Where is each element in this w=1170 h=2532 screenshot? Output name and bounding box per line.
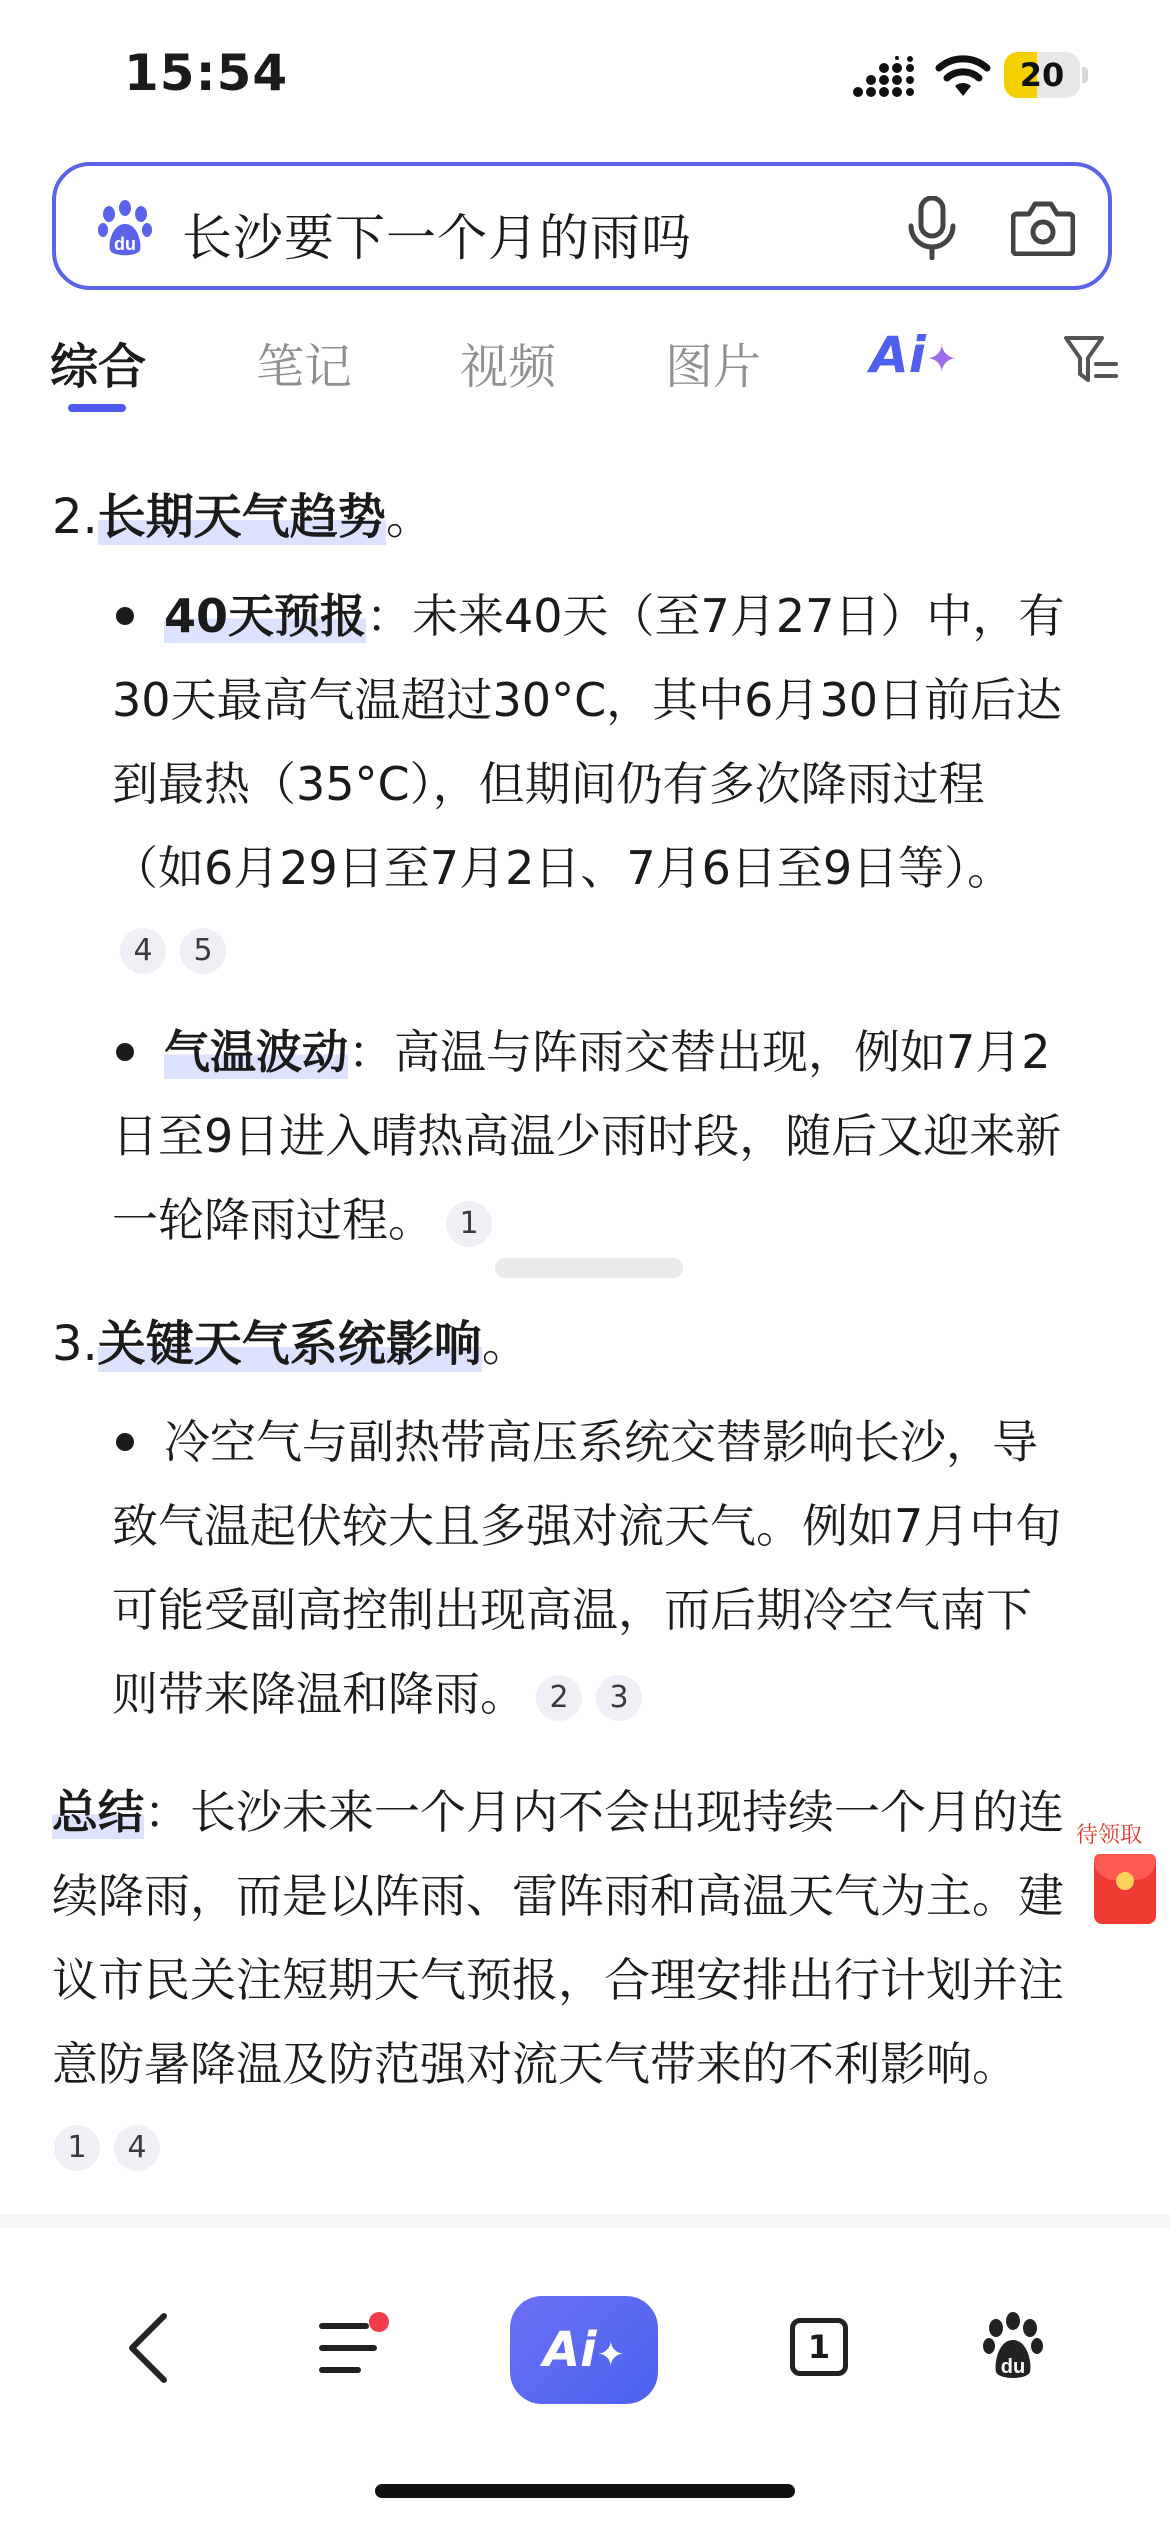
red-envelope-icon [1094, 1854, 1156, 1924]
weather-system-line-2: 致气温起伏较大且多强对流天气。例如7月中旬 [112, 1499, 1062, 1553]
temp-fluctuation-text-1: ：高温与阵雨交替出现，例如7月2 [348, 1025, 1051, 1079]
weather-system-line-4 [112, 1652, 1142, 1736]
temp-fluctuation-line-2: 日至9日进入晴热高温少雨时段，随后又迎来新 [112, 1109, 1062, 1163]
back-arrow-icon[interactable] [120, 2310, 176, 2386]
citation-group [54, 2102, 174, 2186]
tab-images[interactable]: 图片 [665, 339, 762, 395]
summary-line-1 [52, 1770, 1112, 1854]
battery-indicator [1004, 52, 1080, 98]
section-2-title: 长期天气趋势 [97, 489, 386, 545]
forecast-40day-line-4: （如6月29日至7月2日、7月6日至9日等）。 [112, 841, 1014, 895]
section-3-title: 关键天气系统影响 [97, 1316, 482, 1372]
red-packet-widget[interactable] [1076, 1818, 1170, 1928]
tab-count-button[interactable]: 1 [790, 2318, 848, 2376]
battery-cap [1082, 67, 1088, 83]
summary-text-1: ：长沙未来一个月内不会出现持续一个月的连 [144, 1785, 1064, 1839]
notification-dot [369, 2312, 389, 2332]
summary-line-4: 意防暑降温及防范强对流天气带来的不利影响。 [52, 2037, 1018, 2091]
camera-icon[interactable] [1011, 198, 1075, 256]
citation-badge[interactable]: 4 [120, 928, 166, 974]
wifi-icon [935, 54, 991, 98]
tab-videos[interactable]: 视频 [460, 339, 557, 395]
sparkle-icon: ✦ [925, 337, 958, 381]
weather-system-line-3: 可能受副高控制出现高温，而后期冷空气南下 [112, 1583, 1032, 1637]
search-input[interactable]: 长沙要下一个月的雨吗 [182, 209, 692, 267]
citation-badge[interactable]: 4 [114, 2125, 160, 2171]
blurred-watermark [495, 1258, 683, 1278]
citation-badge[interactable]: 3 [596, 1675, 642, 1721]
tab-ai[interactable] [870, 326, 958, 384]
home-indicator [375, 2484, 795, 2498]
svg-text:du: du [1000, 2356, 1026, 2378]
temp-fluctuation-line-3 [112, 1178, 1142, 1262]
ai-button-label: Ai [542, 2322, 597, 2378]
citation-badge[interactable]: 5 [180, 928, 226, 974]
filter-icon[interactable] [1062, 334, 1120, 386]
tab-comprehensive[interactable]: 综合 [50, 339, 147, 395]
citation-badge[interactable]: 2 [536, 1675, 582, 1721]
temp-fluctuation-line-1 [164, 1010, 1124, 1094]
ai-assistant-button[interactable] [510, 2296, 658, 2404]
section-2-end: 。 [385, 489, 434, 545]
citation-badge[interactable]: 1 [54, 2125, 100, 2171]
summary-line-2: 续降雨，而是以阵雨、雷阵雨和高温天气为主。建 [52, 1869, 1064, 1923]
ai-tab-label: Ai [870, 326, 926, 384]
bullet-dot [116, 1433, 134, 1451]
temp-fluctuation-label: 气温波动 [164, 1025, 348, 1079]
section-3-number: 3. [52, 1316, 98, 1372]
summary-line-3: 议市民关注短期天气预报，合理安排出行计划并注 [52, 1953, 1064, 2007]
bullet-dot [116, 1043, 134, 1061]
status-bar [0, 0, 1170, 150]
sparkle-icon: ✦ [596, 2335, 626, 2375]
baidu-home-icon[interactable] [982, 2312, 1044, 2382]
bullet-dot [116, 607, 134, 625]
red-packet-label: 待领取 [1076, 1823, 1143, 1848]
svg-text:du: du [114, 234, 136, 254]
weather-system-text-4: 则带来降温和降雨。 [112, 1667, 526, 1721]
forecast-40day-label: 40天预报 [164, 589, 367, 643]
baidu-paw-logo-icon [96, 200, 154, 258]
section-2-number: 2. [52, 489, 98, 545]
microphone-icon[interactable] [904, 196, 960, 260]
status-time: 15:54 [124, 44, 289, 102]
section-2-heading [52, 478, 434, 547]
forecast-40day-text-1: ：未来40天（至7月27日）中，有 [366, 589, 1065, 643]
active-tab-indicator [68, 404, 126, 412]
tab-notes[interactable]: 笔记 [256, 339, 353, 395]
weather-system-line-1: 冷空气与副热带高压系统交替影响长沙，导 [164, 1415, 1038, 1469]
temp-fluctuation-text-3: 一轮降雨过程。 [112, 1193, 434, 1247]
battery-percent: 20 [1019, 56, 1065, 94]
bottom-navigation [0, 2228, 1170, 2532]
summary-label: 总结 [52, 1785, 144, 1839]
citation-group [120, 905, 240, 989]
section-3-heading [52, 1305, 530, 1374]
forecast-40day-line-3: 到最热（35°C），但期间仍有多次降雨过程 [112, 757, 985, 811]
result-tabs [0, 320, 1170, 420]
forecast-40day-line-2: 30天最高气温超过30°C，其中6月30日前后达 [112, 673, 1062, 727]
search-bar[interactable] [52, 162, 1112, 290]
divider [0, 2214, 1170, 2228]
citation-badge[interactable]: 1 [446, 1201, 492, 1247]
section-3-end: 。 [481, 1316, 530, 1372]
cellular-signal-icon [852, 56, 914, 100]
forecast-40day-line-1 [164, 574, 1124, 658]
